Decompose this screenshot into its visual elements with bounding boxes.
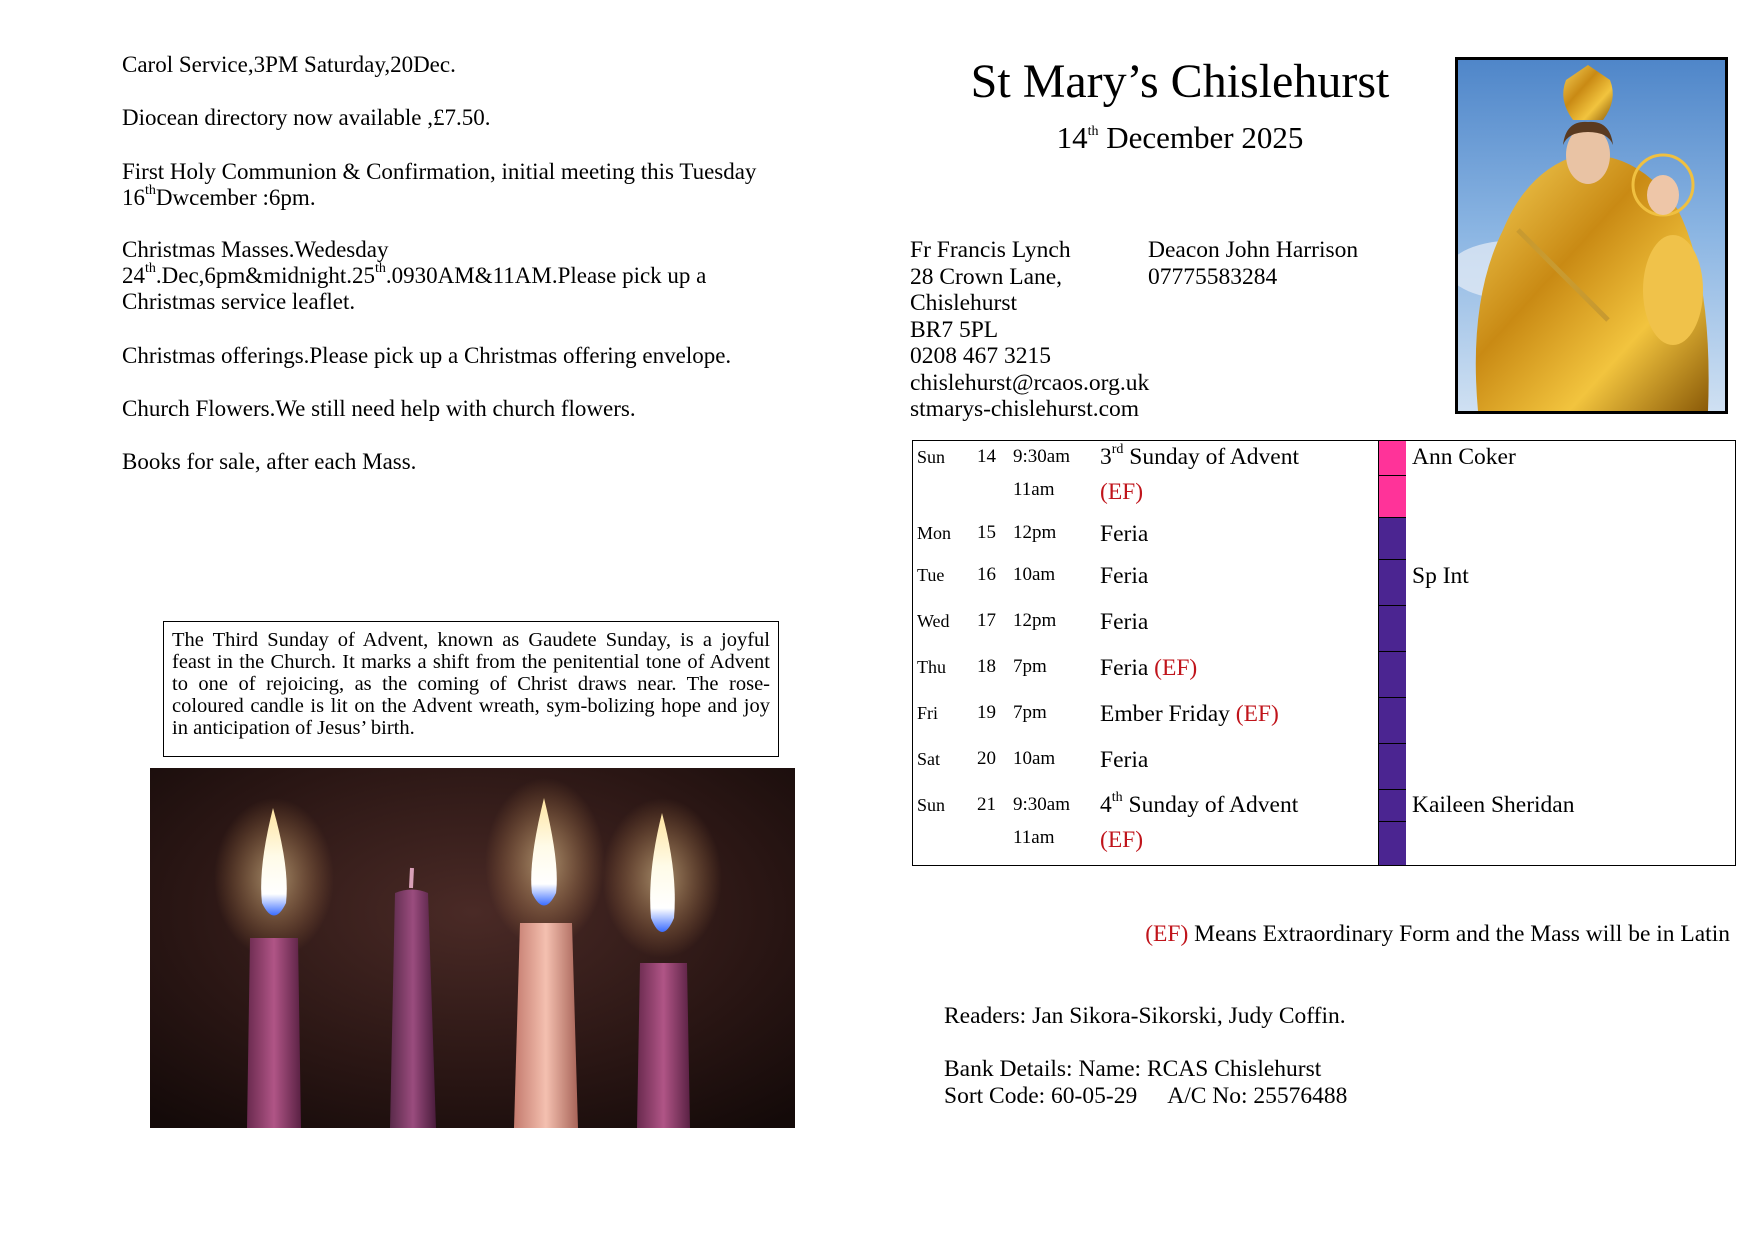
schedule-celebration: Feria (1100, 609, 1149, 635)
mass-schedule-table (912, 440, 1736, 866)
notice-masses-line1: Christmas Masses.Wedesday (122, 237, 389, 262)
ef-footnote (1000, 920, 1730, 948)
bank-sort-code: Sort Code: 60-05-29 (944, 1082, 1138, 1109)
parish-website: stmarys-chislehurst.com (910, 396, 1140, 422)
notice-masses-sup1: th (145, 261, 156, 277)
priest-address-line2: Chislehurst (910, 290, 1018, 316)
schedule-celebration (1100, 444, 1299, 471)
schedule-intention: Sp Int (1412, 563, 1469, 589)
liturgical-colour-violet (1379, 559, 1406, 605)
schedule-time: 12pm (1013, 522, 1057, 543)
schedule-celebration-text: Feria (1100, 655, 1155, 681)
liturgical-colour-violet (1379, 605, 1406, 651)
notice-first-communion (122, 159, 756, 211)
schedule-celebration-text: Ember Friday (1100, 701, 1236, 727)
schedule-time: 7pm (1013, 656, 1047, 677)
notice-masses-a: 24 (122, 263, 145, 288)
notice-masses-sup2: th (375, 261, 386, 277)
notice-communion-day: 16 (122, 185, 145, 210)
schedule-date: 20 (977, 748, 996, 769)
schedule-time: 7pm (1013, 702, 1047, 723)
schedule-ordinal-sup: th (1111, 790, 1123, 806)
schedule-celebration: Feria (1100, 521, 1149, 547)
readers-line: Readers: Jan Sikora-Sikorski, Judy Coffin. (944, 1003, 1346, 1029)
schedule-celebration (1100, 655, 1197, 682)
notice-diocesan-directory: Diocean directory now available ,£7.50. (122, 105, 491, 130)
schedule-day: Mon (917, 523, 952, 543)
page-title: St Mary’s Chislehurst (970, 55, 1390, 108)
notice-christmas-offerings: Christmas offerings.Please pick up a Christmas offering envelope. (122, 343, 732, 368)
gaudete-caption-box: The Third Sunday of Advent, known as Gaudete Sunday, is a joyful feast in the Church. It marks a shift from the penitential tone of Advent to one of rejoicing, as the coming of Christ draws near. The rose-coloured candle is lit on the Advent wreath, sym-bolizing hope and joy in anticipation of Jesus’ birth. (163, 621, 779, 757)
schedule-time: 12pm (1013, 610, 1057, 631)
schedule-time: 11am (1013, 479, 1055, 500)
liturgical-colour-violet (1379, 697, 1406, 743)
liturgical-colour-violet (1379, 743, 1406, 789)
schedule-ef-marker: (EF) (1154, 655, 1198, 681)
priest-name: Fr Francis Lynch (910, 237, 1071, 263)
bank-details (944, 1056, 1347, 1109)
schedule-celebration (1100, 792, 1298, 819)
schedule-date: 17 (977, 610, 996, 631)
parish-phone: 0208 467 3215 (910, 343, 1051, 369)
schedule-ordinal: 4 (1100, 792, 1112, 818)
schedule-day: Sun (917, 795, 946, 815)
liturgical-colour-rose (1379, 475, 1406, 517)
footnote-ef-marker: (EF) (1145, 921, 1189, 947)
liturgical-colour-violet (1379, 651, 1406, 697)
schedule-time: 9:30am (1013, 446, 1070, 467)
deacon-contact (1148, 237, 1358, 290)
schedule-time: 11am (1013, 827, 1055, 848)
liturgical-colour-rose (1379, 441, 1406, 475)
schedule-day: Thu (917, 657, 946, 677)
schedule-day: Wed (917, 611, 950, 631)
bank-account-number: A/C No: 25576488 (1167, 1082, 1348, 1109)
deacon-name: Deacon John Harrison (1148, 237, 1359, 263)
schedule-celebration (1100, 701, 1279, 728)
schedule-celebration-text: Sunday of Advent (1123, 444, 1300, 470)
parish-email: chislehurst@rcaos.org.uk (910, 369, 1150, 396)
date-sup: th (1087, 123, 1099, 139)
schedule-ef-marker: (EF) (1100, 479, 1144, 505)
schedule-ordinal-sup: rd (1111, 442, 1124, 458)
schedule-day: Fri (917, 703, 939, 723)
date-day: 14 (1056, 120, 1088, 155)
deacon-phone: 07775583284 (1148, 263, 1278, 290)
bank-name-line: Bank Details: Name: RCAS Chislehurst (944, 1056, 1322, 1082)
madonna-statue-image (1455, 57, 1728, 414)
schedule-time: 10am (1013, 564, 1056, 585)
notice-communion-rest: Dwcember :6pm. (155, 185, 316, 210)
notice-christmas-masses (122, 237, 706, 315)
priest-contact (910, 237, 1149, 423)
schedule-date: 18 (977, 656, 996, 677)
notice-communion-line1: First Holy Communion & Confirmation, initial meeting this Tuesday (122, 159, 757, 184)
schedule-ef-marker: (EF) (1100, 827, 1144, 853)
notice-masses-line3: Christmas service leaflet. (122, 289, 356, 314)
priest-postcode: BR7 5PL (910, 316, 999, 343)
schedule-celebration-text: Sunday of Advent (1122, 792, 1299, 818)
bulletin-date (900, 118, 1460, 158)
schedule-celebration: Feria (1100, 747, 1149, 773)
date-rest: December 2025 (1098, 120, 1304, 155)
schedule-date: 15 (977, 522, 996, 543)
footnote-text: Means Extraordinary Form and the Mass will be in Latin (1188, 921, 1730, 947)
schedule-intention: Kaileen Sheridan (1412, 792, 1575, 818)
notice-books-for-sale: Books for sale, after each Mass. (122, 449, 417, 474)
schedule-ordinal: 3 (1100, 444, 1112, 470)
schedule-day: Tue (917, 565, 945, 585)
schedule-intention: Ann Coker (1412, 444, 1516, 470)
notice-church-flowers: Church Flowers.We still need help with church flowers. (122, 396, 636, 421)
schedule-day: Sun (917, 447, 946, 467)
bank-sort-account-line (944, 1083, 1347, 1110)
priest-address-line1: 28 Crown Lane, (910, 263, 1063, 290)
notice-masses-c: .0930AM&11AM.Please pick up a (385, 263, 707, 288)
schedule-time: 9:30am (1013, 794, 1070, 815)
schedule-date: 19 (977, 702, 996, 723)
notice-communion-sup: th (145, 183, 156, 199)
liturgical-colour-violet (1379, 789, 1406, 821)
schedule-date: 21 (977, 794, 996, 815)
liturgical-colour-violet (1379, 821, 1406, 865)
schedule-date: 14 (977, 446, 996, 467)
liturgical-colour-violet (1379, 517, 1406, 559)
schedule-time: 10am (1013, 748, 1056, 769)
schedule-date: 16 (977, 564, 996, 585)
notice-carol-service: Carol Service,3PM Saturday,20Dec. (122, 52, 456, 77)
notice-masses-b: .Dec,6pm&midnight.25 (155, 263, 376, 288)
schedule-celebration: Feria (1100, 563, 1149, 589)
schedule-ef-marker: (EF) (1235, 701, 1279, 727)
schedule-day: Sat (917, 749, 941, 769)
advent-candles-photo (150, 768, 795, 1128)
